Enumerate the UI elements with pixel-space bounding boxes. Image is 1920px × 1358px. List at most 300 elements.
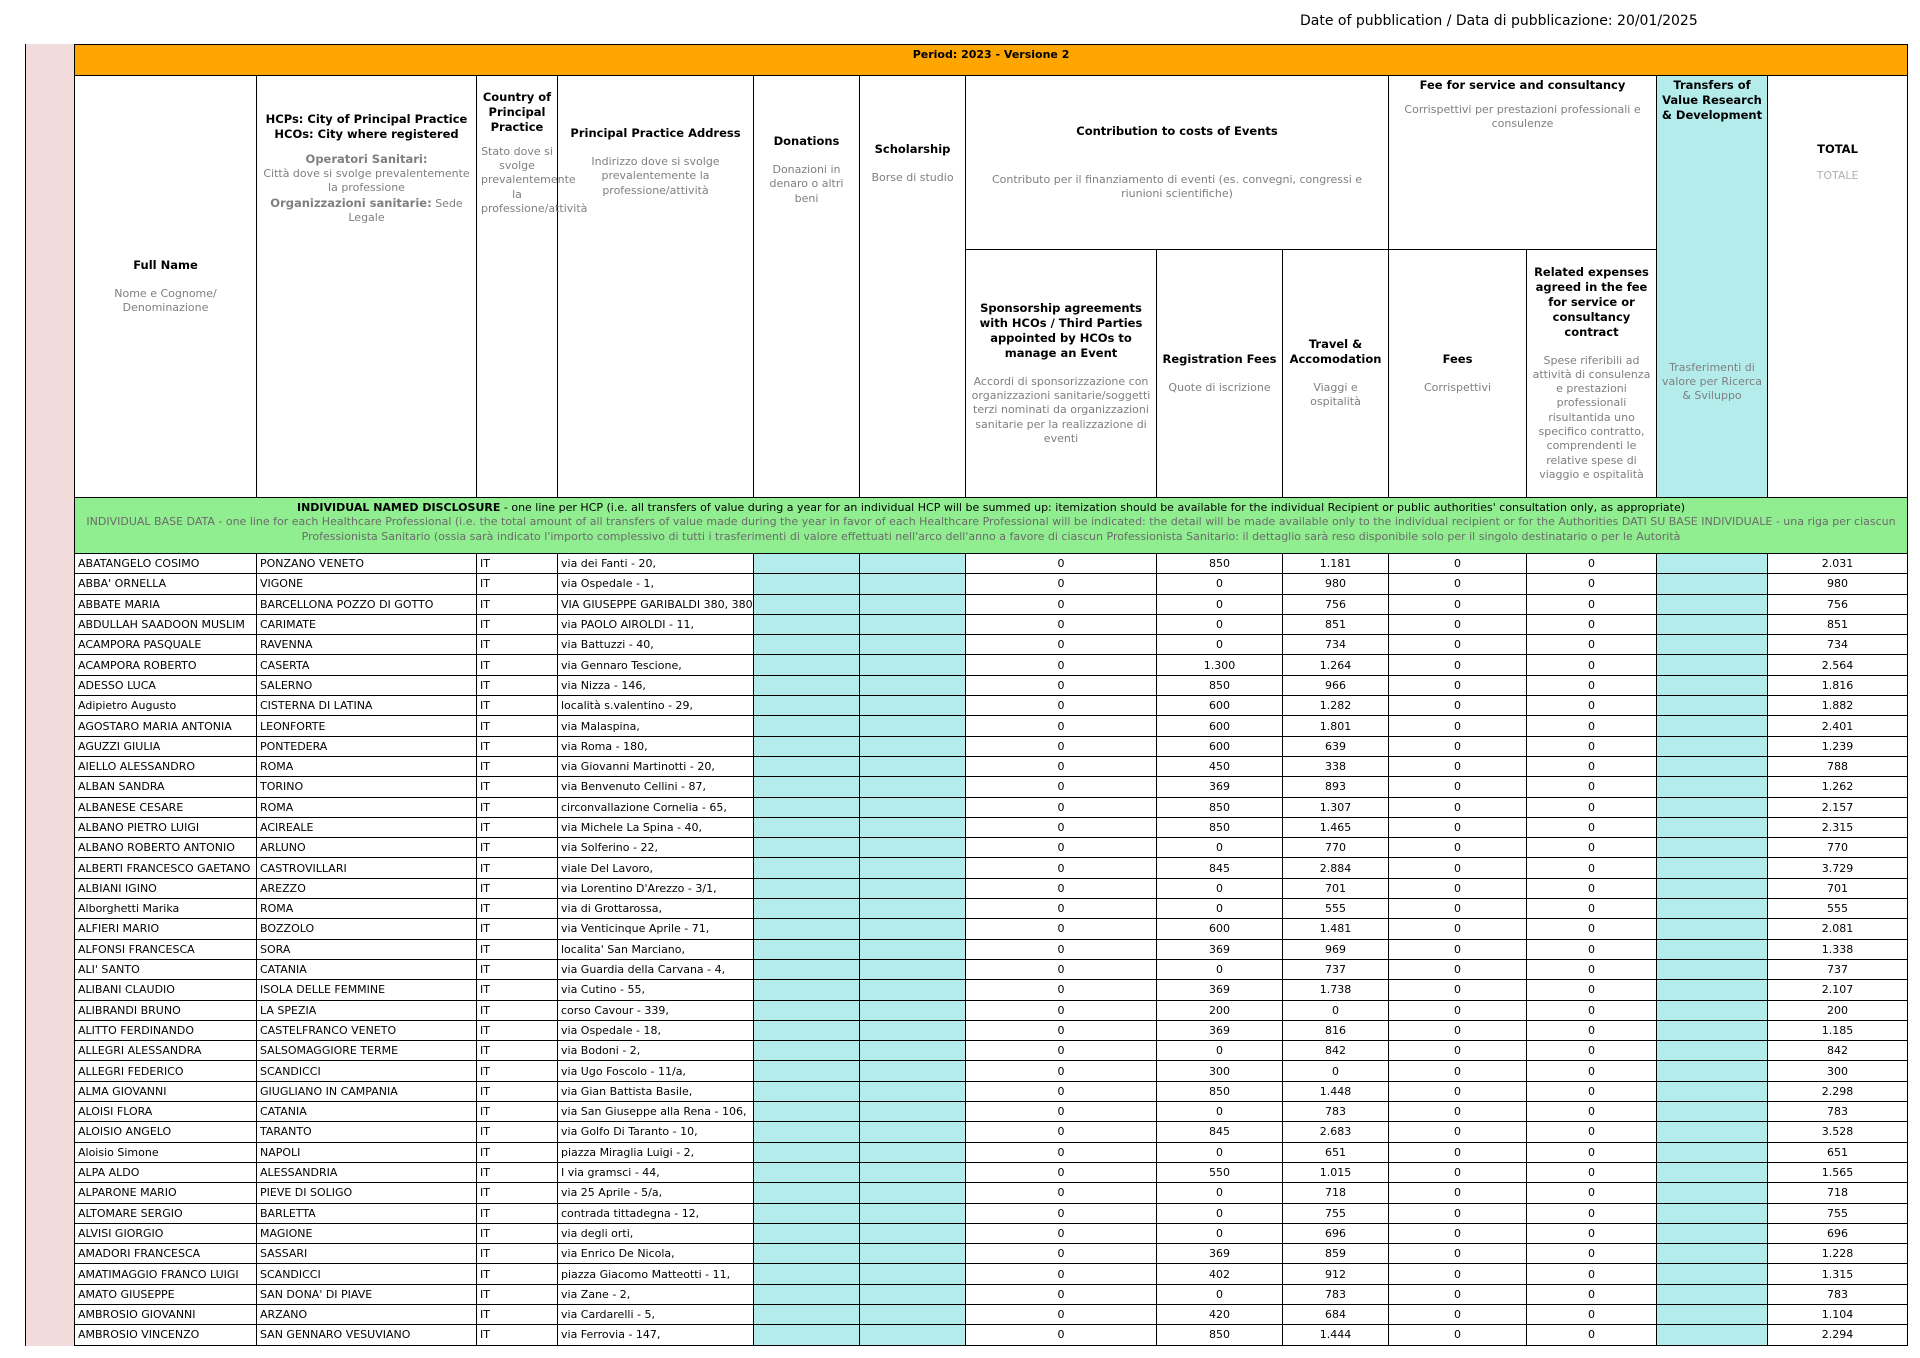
cell-related-expenses: 0 bbox=[1527, 1020, 1657, 1040]
cell-fees: 0 bbox=[1389, 1264, 1527, 1284]
cell-related-expenses: 0 bbox=[1527, 756, 1657, 776]
cell-total: 555 bbox=[1768, 899, 1908, 919]
cell-city: ARZANO bbox=[257, 1304, 477, 1324]
cell-donations bbox=[754, 838, 860, 858]
cell-donations bbox=[754, 655, 860, 675]
cell-full-name: Alborghetti Marika bbox=[75, 899, 257, 919]
cell-registration-fees: 0 bbox=[1157, 878, 1283, 898]
cell-city: CASERTA bbox=[257, 655, 477, 675]
cell-related-expenses: 0 bbox=[1527, 959, 1657, 979]
cell-country: IT bbox=[477, 1244, 558, 1264]
table-row bbox=[75, 817, 1908, 837]
cell-total: 2.081 bbox=[1768, 919, 1908, 939]
cell-total: 2.031 bbox=[1768, 554, 1908, 574]
cell-country: IT bbox=[477, 899, 558, 919]
cell-fees: 0 bbox=[1389, 1223, 1527, 1243]
cell-sponsorship: 0 bbox=[966, 655, 1157, 675]
cell-registration-fees: 0 bbox=[1157, 1183, 1283, 1203]
cell-rnd bbox=[1657, 838, 1768, 858]
cell-sponsorship: 0 bbox=[966, 1061, 1157, 1081]
cell-fees: 0 bbox=[1389, 675, 1527, 695]
table-row bbox=[75, 797, 1908, 817]
cell-donations bbox=[754, 1203, 860, 1223]
cell-fees: 0 bbox=[1389, 655, 1527, 675]
cell-scholarship bbox=[860, 1284, 966, 1304]
cell-full-name: ALBANESE CESARE bbox=[75, 797, 257, 817]
header-sponsorship: Sponsorship agreements with HCOs / Third Parties appointed by HCOs to manage an Event Accordi di sponsorizzazione con organizzazioni sanitarie/soggetti terzi nominati da organizzazioni sanitarie per la realizzazione di eventi bbox=[966, 250, 1157, 498]
cell-total: 696 bbox=[1768, 1223, 1908, 1243]
cell-total: 2.157 bbox=[1768, 797, 1908, 817]
cell-city: SALERNO bbox=[257, 675, 477, 695]
cell-sponsorship: 0 bbox=[966, 1041, 1157, 1061]
cell-fees: 0 bbox=[1389, 858, 1527, 878]
cell-travel: 0 bbox=[1283, 1000, 1389, 1020]
cell-total: 701 bbox=[1768, 878, 1908, 898]
cell-donations bbox=[754, 939, 860, 959]
cell-rnd bbox=[1657, 736, 1768, 756]
cell-country: IT bbox=[477, 858, 558, 878]
cell-sponsorship: 0 bbox=[966, 1000, 1157, 1020]
cell-country: IT bbox=[477, 777, 558, 797]
cell-fees: 0 bbox=[1389, 1325, 1527, 1345]
cell-fees: 0 bbox=[1389, 1284, 1527, 1304]
cell-registration-fees: 850 bbox=[1157, 1325, 1283, 1345]
cell-city: TARANTO bbox=[257, 1122, 477, 1142]
cell-registration-fees: 300 bbox=[1157, 1061, 1283, 1081]
cell-scholarship bbox=[860, 1304, 966, 1324]
cell-rnd bbox=[1657, 716, 1768, 736]
cell-country: IT bbox=[477, 696, 558, 716]
table-row bbox=[75, 1223, 1908, 1243]
cell-full-name: ALPARONE MARIO bbox=[75, 1183, 257, 1203]
cell-scholarship bbox=[860, 594, 966, 614]
cell-donations bbox=[754, 1142, 860, 1162]
cell-fees: 0 bbox=[1389, 797, 1527, 817]
cell-city: SCANDICCI bbox=[257, 1061, 477, 1081]
cell-travel: 1.448 bbox=[1283, 1081, 1389, 1101]
cell-city: GIUGLIANO IN CAMPANIA bbox=[257, 1081, 477, 1101]
cell-scholarship bbox=[860, 919, 966, 939]
cell-fees: 0 bbox=[1389, 838, 1527, 858]
cell-address: via Zane - 2, bbox=[558, 1284, 754, 1304]
cell-rnd bbox=[1657, 1142, 1768, 1162]
cell-travel: 639 bbox=[1283, 736, 1389, 756]
cell-registration-fees: 845 bbox=[1157, 858, 1283, 878]
cell-full-name: ALITTO FERDINANDO bbox=[75, 1020, 257, 1040]
cell-scholarship bbox=[860, 777, 966, 797]
cell-donations bbox=[754, 858, 860, 878]
cell-travel: 966 bbox=[1283, 675, 1389, 695]
cell-donations bbox=[754, 1041, 860, 1061]
cell-city: PIEVE DI SOLIGO bbox=[257, 1183, 477, 1203]
cell-sponsorship: 0 bbox=[966, 696, 1157, 716]
cell-registration-fees: 0 bbox=[1157, 1284, 1283, 1304]
cell-donations bbox=[754, 1122, 860, 1142]
cell-city: CATANIA bbox=[257, 1102, 477, 1122]
cell-full-name: ALBIANI IGINO bbox=[75, 878, 257, 898]
cell-full-name: AGOSTARO MARIA ANTONIA bbox=[75, 716, 257, 736]
cell-sponsorship: 0 bbox=[966, 939, 1157, 959]
cell-sponsorship: 0 bbox=[966, 858, 1157, 878]
cell-donations bbox=[754, 1284, 860, 1304]
cell-travel: 1.738 bbox=[1283, 980, 1389, 1000]
cell-donations bbox=[754, 1081, 860, 1101]
cell-registration-fees: 450 bbox=[1157, 756, 1283, 776]
cell-address: via PAOLO AIROLDI - 11, bbox=[558, 614, 754, 634]
cell-total: 2.107 bbox=[1768, 980, 1908, 1000]
cell-rnd bbox=[1657, 858, 1768, 878]
cell-full-name: ALFONSI FRANCESCA bbox=[75, 939, 257, 959]
cell-related-expenses: 0 bbox=[1527, 635, 1657, 655]
cell-total: 842 bbox=[1768, 1041, 1908, 1061]
cell-scholarship bbox=[860, 1061, 966, 1081]
cell-country: IT bbox=[477, 1325, 558, 1345]
cell-registration-fees: 0 bbox=[1157, 574, 1283, 594]
cell-fees: 0 bbox=[1389, 736, 1527, 756]
cell-rnd bbox=[1657, 1000, 1768, 1020]
cell-full-name: ACAMPORA PASQUALE bbox=[75, 635, 257, 655]
cell-city: ROMA bbox=[257, 797, 477, 817]
header-city: HCPs: City of Principal Practice HCOs: City where registered Operatori Sanitari: Città dove si svolge prevalentemente la professione Organizzazioni sanitarie: Sede Legale bbox=[257, 76, 477, 498]
cell-address: via Battuzzi - 40, bbox=[558, 635, 754, 655]
cell-registration-fees: 420 bbox=[1157, 1304, 1283, 1324]
cell-rnd bbox=[1657, 1183, 1768, 1203]
cell-scholarship bbox=[860, 1183, 966, 1203]
cell-address: via di Grottarossa, bbox=[558, 899, 754, 919]
cell-sponsorship: 0 bbox=[966, 1122, 1157, 1142]
cell-sponsorship: 0 bbox=[966, 1142, 1157, 1162]
cell-country: IT bbox=[477, 554, 558, 574]
cell-sponsorship: 0 bbox=[966, 554, 1157, 574]
cell-sponsorship: 0 bbox=[966, 919, 1157, 939]
cell-scholarship bbox=[860, 959, 966, 979]
cell-country: IT bbox=[477, 1122, 558, 1142]
cell-travel: 1.282 bbox=[1283, 696, 1389, 716]
cell-rnd bbox=[1657, 1203, 1768, 1223]
cell-scholarship bbox=[860, 1041, 966, 1061]
cell-fees: 0 bbox=[1389, 1041, 1527, 1061]
cell-city: SCANDICCI bbox=[257, 1264, 477, 1284]
cell-scholarship bbox=[860, 1142, 966, 1162]
cell-related-expenses: 0 bbox=[1527, 838, 1657, 858]
cell-travel: 851 bbox=[1283, 614, 1389, 634]
cell-fees: 0 bbox=[1389, 1304, 1527, 1324]
cell-city: CASTELFRANCO VENETO bbox=[257, 1020, 477, 1040]
cell-sponsorship: 0 bbox=[966, 675, 1157, 695]
cell-registration-fees: 845 bbox=[1157, 1122, 1283, 1142]
table-row bbox=[75, 838, 1908, 858]
cell-total: 2.298 bbox=[1768, 1081, 1908, 1101]
table-row bbox=[75, 959, 1908, 979]
cell-donations bbox=[754, 959, 860, 979]
cell-travel: 969 bbox=[1283, 939, 1389, 959]
cell-fees: 0 bbox=[1389, 554, 1527, 574]
cell-related-expenses: 0 bbox=[1527, 980, 1657, 1000]
table-row bbox=[75, 574, 1908, 594]
cell-travel: 651 bbox=[1283, 1142, 1389, 1162]
cell-total: 1.338 bbox=[1768, 939, 1908, 959]
cell-country: IT bbox=[477, 675, 558, 695]
table-row bbox=[75, 716, 1908, 736]
cell-total: 1.228 bbox=[1768, 1244, 1908, 1264]
cell-country: IT bbox=[477, 878, 558, 898]
left-margin-band bbox=[25, 44, 75, 1346]
cell-rnd bbox=[1657, 1102, 1768, 1122]
cell-registration-fees: 850 bbox=[1157, 797, 1283, 817]
cell-registration-fees: 369 bbox=[1157, 777, 1283, 797]
cell-rnd bbox=[1657, 939, 1768, 959]
cell-full-name: ALIBRANDI BRUNO bbox=[75, 1000, 257, 1020]
cell-country: IT bbox=[477, 919, 558, 939]
table-row bbox=[75, 899, 1908, 919]
cell-related-expenses: 0 bbox=[1527, 1061, 1657, 1081]
cell-total: 1.185 bbox=[1768, 1020, 1908, 1040]
cell-full-name: ADESSO LUCA bbox=[75, 675, 257, 695]
cell-registration-fees: 0 bbox=[1157, 959, 1283, 979]
cell-rnd bbox=[1657, 574, 1768, 594]
cell-registration-fees: 550 bbox=[1157, 1162, 1283, 1182]
cell-rnd bbox=[1657, 1325, 1768, 1345]
cell-related-expenses: 0 bbox=[1527, 716, 1657, 736]
cell-country: IT bbox=[477, 838, 558, 858]
cell-city: CARIMATE bbox=[257, 614, 477, 634]
cell-address: via Malaspina, bbox=[558, 716, 754, 736]
cell-donations bbox=[754, 797, 860, 817]
cell-fees: 0 bbox=[1389, 959, 1527, 979]
cell-donations bbox=[754, 574, 860, 594]
cell-rnd bbox=[1657, 797, 1768, 817]
cell-total: 851 bbox=[1768, 614, 1908, 634]
cell-address: via Ospedale - 18, bbox=[558, 1020, 754, 1040]
cell-registration-fees: 0 bbox=[1157, 1223, 1283, 1243]
cell-travel: 893 bbox=[1283, 777, 1389, 797]
cell-total: 770 bbox=[1768, 838, 1908, 858]
cell-travel: 338 bbox=[1283, 756, 1389, 776]
cell-related-expenses: 0 bbox=[1527, 655, 1657, 675]
cell-total: 3.528 bbox=[1768, 1122, 1908, 1142]
cell-related-expenses: 0 bbox=[1527, 939, 1657, 959]
cell-rnd bbox=[1657, 899, 1768, 919]
table-row bbox=[75, 980, 1908, 1000]
header-events: Contribution to costs of Events Contributo per il finanziamento di eventi (es. convegni, congressi e riunioni scientifiche) bbox=[966, 76, 1389, 250]
cell-city: SORA bbox=[257, 939, 477, 959]
cell-rnd bbox=[1657, 1061, 1768, 1081]
cell-fees: 0 bbox=[1389, 1183, 1527, 1203]
cell-related-expenses: 0 bbox=[1527, 1244, 1657, 1264]
disclosure-banner: INDIVIDUAL NAMED DISCLOSURE - one line per HCP (i.e. all transfers of value during a year for an individual HCP will be summed up: itemization should be available for the individual Recipient or public authorities' consultation only, as appropriate) INDIVIDUAL BASE DATA - one line for each Healthcare Professional (i.e. the total amount of all transfers of value made during the year in favor of each Healthcare Professional will be indicated: the detail will be made available only to the individual recipient or for the Authorities DATI SU BASE INDIVIDUALE - una riga per ciascun Professionista Sanitario (ossia sarà indicato l'importo complessivo di tutti i trasferimenti di valore effettuati nell'arco dell'anno a favore di ciascun Professionista Sanitario: il dettaglio sarà reso disponibile solo per il singolo destinatario o per le Autorità bbox=[75, 498, 1908, 554]
header-travel: Travel & Accomodation Viaggi e ospitalità bbox=[1283, 250, 1389, 498]
header-scholarship: Scholarship Borse di studio bbox=[860, 76, 966, 498]
cell-sponsorship: 0 bbox=[966, 899, 1157, 919]
cell-country: IT bbox=[477, 1264, 558, 1284]
cell-donations bbox=[754, 878, 860, 898]
cell-scholarship bbox=[860, 1102, 966, 1122]
cell-travel: 783 bbox=[1283, 1284, 1389, 1304]
cell-country: IT bbox=[477, 1041, 558, 1061]
cell-scholarship bbox=[860, 736, 966, 756]
cell-sponsorship: 0 bbox=[966, 797, 1157, 817]
cell-city: ACIREALE bbox=[257, 817, 477, 837]
cell-travel: 1.801 bbox=[1283, 716, 1389, 736]
header-full-name: Full Name Nome e Cognome/ Denominazione bbox=[75, 76, 257, 498]
cell-sponsorship: 0 bbox=[966, 1203, 1157, 1223]
cell-fees: 0 bbox=[1389, 817, 1527, 837]
cell-rnd bbox=[1657, 1081, 1768, 1101]
table-row bbox=[75, 554, 1908, 574]
cell-city: CASTROVILLARI bbox=[257, 858, 477, 878]
cell-sponsorship: 0 bbox=[966, 1264, 1157, 1284]
cell-full-name: ALOISIO ANGELO bbox=[75, 1122, 257, 1142]
cell-donations bbox=[754, 696, 860, 716]
cell-sponsorship: 0 bbox=[966, 756, 1157, 776]
cell-donations bbox=[754, 1102, 860, 1122]
cell-city: BARCELLONA POZZO DI GOTTO bbox=[257, 594, 477, 614]
cell-address: via Ospedale - 1, bbox=[558, 574, 754, 594]
cell-travel: 684 bbox=[1283, 1304, 1389, 1324]
cell-address: via San Giuseppe alla Rena - 106, bbox=[558, 1102, 754, 1122]
cell-scholarship bbox=[860, 1122, 966, 1142]
cell-full-name: AMBROSIO GIOVANNI bbox=[75, 1304, 257, 1324]
cell-address: via degli orti, bbox=[558, 1223, 754, 1243]
cell-travel: 555 bbox=[1283, 899, 1389, 919]
cell-scholarship bbox=[860, 574, 966, 594]
cell-total: 1.262 bbox=[1768, 777, 1908, 797]
cell-registration-fees: 402 bbox=[1157, 1264, 1283, 1284]
cell-full-name: ALFIERI MARIO bbox=[75, 919, 257, 939]
cell-total: 980 bbox=[1768, 574, 1908, 594]
cell-address: via Venticinque Aprile - 71, bbox=[558, 919, 754, 939]
cell-rnd bbox=[1657, 959, 1768, 979]
cell-scholarship bbox=[860, 1081, 966, 1101]
cell-full-name: ACAMPORA ROBERTO bbox=[75, 655, 257, 675]
cell-address: via Michele La Spina - 40, bbox=[558, 817, 754, 837]
cell-sponsorship: 0 bbox=[966, 1325, 1157, 1345]
cell-scholarship bbox=[860, 817, 966, 837]
cell-registration-fees: 0 bbox=[1157, 899, 1283, 919]
cell-rnd bbox=[1657, 1041, 1768, 1061]
cell-total: 737 bbox=[1768, 959, 1908, 979]
cell-related-expenses: 0 bbox=[1527, 1304, 1657, 1324]
cell-address: circonvallazione Cornelia - 65, bbox=[558, 797, 754, 817]
cell-address: via Giovanni Martinotti - 20, bbox=[558, 756, 754, 776]
cell-rnd bbox=[1657, 878, 1768, 898]
cell-donations bbox=[754, 1162, 860, 1182]
cell-sponsorship: 0 bbox=[966, 980, 1157, 1000]
table-row bbox=[75, 1061, 1908, 1081]
cell-country: IT bbox=[477, 1304, 558, 1324]
cell-rnd bbox=[1657, 554, 1768, 574]
cell-address: via Cutino - 55, bbox=[558, 980, 754, 1000]
cell-sponsorship: 0 bbox=[966, 1081, 1157, 1101]
cell-city: ROMA bbox=[257, 756, 477, 776]
cell-country: IT bbox=[477, 655, 558, 675]
cell-sponsorship: 0 bbox=[966, 878, 1157, 898]
cell-registration-fees: 0 bbox=[1157, 1142, 1283, 1162]
table-row bbox=[75, 1122, 1908, 1142]
cell-sponsorship: 0 bbox=[966, 817, 1157, 837]
cell-travel: 718 bbox=[1283, 1183, 1389, 1203]
cell-registration-fees: 600 bbox=[1157, 919, 1283, 939]
cell-travel: 980 bbox=[1283, 574, 1389, 594]
cell-rnd bbox=[1657, 1223, 1768, 1243]
cell-full-name: ALI' SANTO bbox=[75, 959, 257, 979]
cell-sponsorship: 0 bbox=[966, 1183, 1157, 1203]
cell-sponsorship: 0 bbox=[966, 1162, 1157, 1182]
cell-donations bbox=[754, 736, 860, 756]
cell-related-expenses: 0 bbox=[1527, 1122, 1657, 1142]
cell-sponsorship: 0 bbox=[966, 1304, 1157, 1324]
cell-travel: 701 bbox=[1283, 878, 1389, 898]
cell-related-expenses: 0 bbox=[1527, 1000, 1657, 1020]
cell-related-expenses: 0 bbox=[1527, 594, 1657, 614]
cell-full-name: ABDULLAH SAADOON MUSLIM bbox=[75, 614, 257, 634]
cell-fees: 0 bbox=[1389, 899, 1527, 919]
cell-related-expenses: 0 bbox=[1527, 899, 1657, 919]
cell-total: 651 bbox=[1768, 1142, 1908, 1162]
cell-rnd bbox=[1657, 980, 1768, 1000]
cell-address: via Cardarelli - 5, bbox=[558, 1304, 754, 1324]
cell-full-name: Adipietro Augusto bbox=[75, 696, 257, 716]
cell-travel: 737 bbox=[1283, 959, 1389, 979]
cell-fees: 0 bbox=[1389, 756, 1527, 776]
cell-donations bbox=[754, 1223, 860, 1243]
header-rnd: Transfers of Value Research & Development Trasferimenti di valore per Ricerca & Sviluppo bbox=[1657, 76, 1768, 498]
cell-total: 756 bbox=[1768, 594, 1908, 614]
cell-city: ARLUNO bbox=[257, 838, 477, 858]
cell-donations bbox=[754, 614, 860, 634]
cell-travel: 816 bbox=[1283, 1020, 1389, 1040]
cell-city: BOZZOLO bbox=[257, 919, 477, 939]
period-header: Period: 2023 - Versione 2 bbox=[75, 45, 1908, 76]
table-row bbox=[75, 1041, 1908, 1061]
cell-city: NAPOLI bbox=[257, 1142, 477, 1162]
cell-full-name: ALVISI GIORGIO bbox=[75, 1223, 257, 1243]
cell-related-expenses: 0 bbox=[1527, 858, 1657, 878]
cell-scholarship bbox=[860, 655, 966, 675]
cell-travel: 1.465 bbox=[1283, 817, 1389, 837]
cell-donations bbox=[754, 635, 860, 655]
cell-related-expenses: 0 bbox=[1527, 696, 1657, 716]
cell-country: IT bbox=[477, 594, 558, 614]
table-row bbox=[75, 1244, 1908, 1264]
cell-address: via Enrico De Nicola, bbox=[558, 1244, 754, 1264]
cell-sponsorship: 0 bbox=[966, 635, 1157, 655]
cell-address: via Gian Battista Basile, bbox=[558, 1081, 754, 1101]
cell-total: 2.294 bbox=[1768, 1325, 1908, 1345]
cell-registration-fees: 850 bbox=[1157, 817, 1283, 837]
cell-city: TORINO bbox=[257, 777, 477, 797]
cell-city: PONTEDERA bbox=[257, 736, 477, 756]
cell-country: IT bbox=[477, 980, 558, 1000]
cell-total: 1.565 bbox=[1768, 1162, 1908, 1182]
cell-city: SASSARI bbox=[257, 1244, 477, 1264]
cell-total: 1.882 bbox=[1768, 696, 1908, 716]
cell-address: via Solferino - 22, bbox=[558, 838, 754, 858]
cell-rnd bbox=[1657, 1020, 1768, 1040]
cell-donations bbox=[754, 594, 860, 614]
cell-travel: 770 bbox=[1283, 838, 1389, 858]
cell-travel: 755 bbox=[1283, 1203, 1389, 1223]
table-row bbox=[75, 1203, 1908, 1223]
cell-full-name: AMATIMAGGIO FRANCO LUIGI bbox=[75, 1264, 257, 1284]
cell-related-expenses: 0 bbox=[1527, 1223, 1657, 1243]
cell-country: IT bbox=[477, 1000, 558, 1020]
cell-fees: 0 bbox=[1389, 878, 1527, 898]
cell-address: località s.valentino - 29, bbox=[558, 696, 754, 716]
cell-country: IT bbox=[477, 1203, 558, 1223]
cell-full-name: AGUZZI GIULIA bbox=[75, 736, 257, 756]
cell-address: via Gennaro Tescione, bbox=[558, 655, 754, 675]
